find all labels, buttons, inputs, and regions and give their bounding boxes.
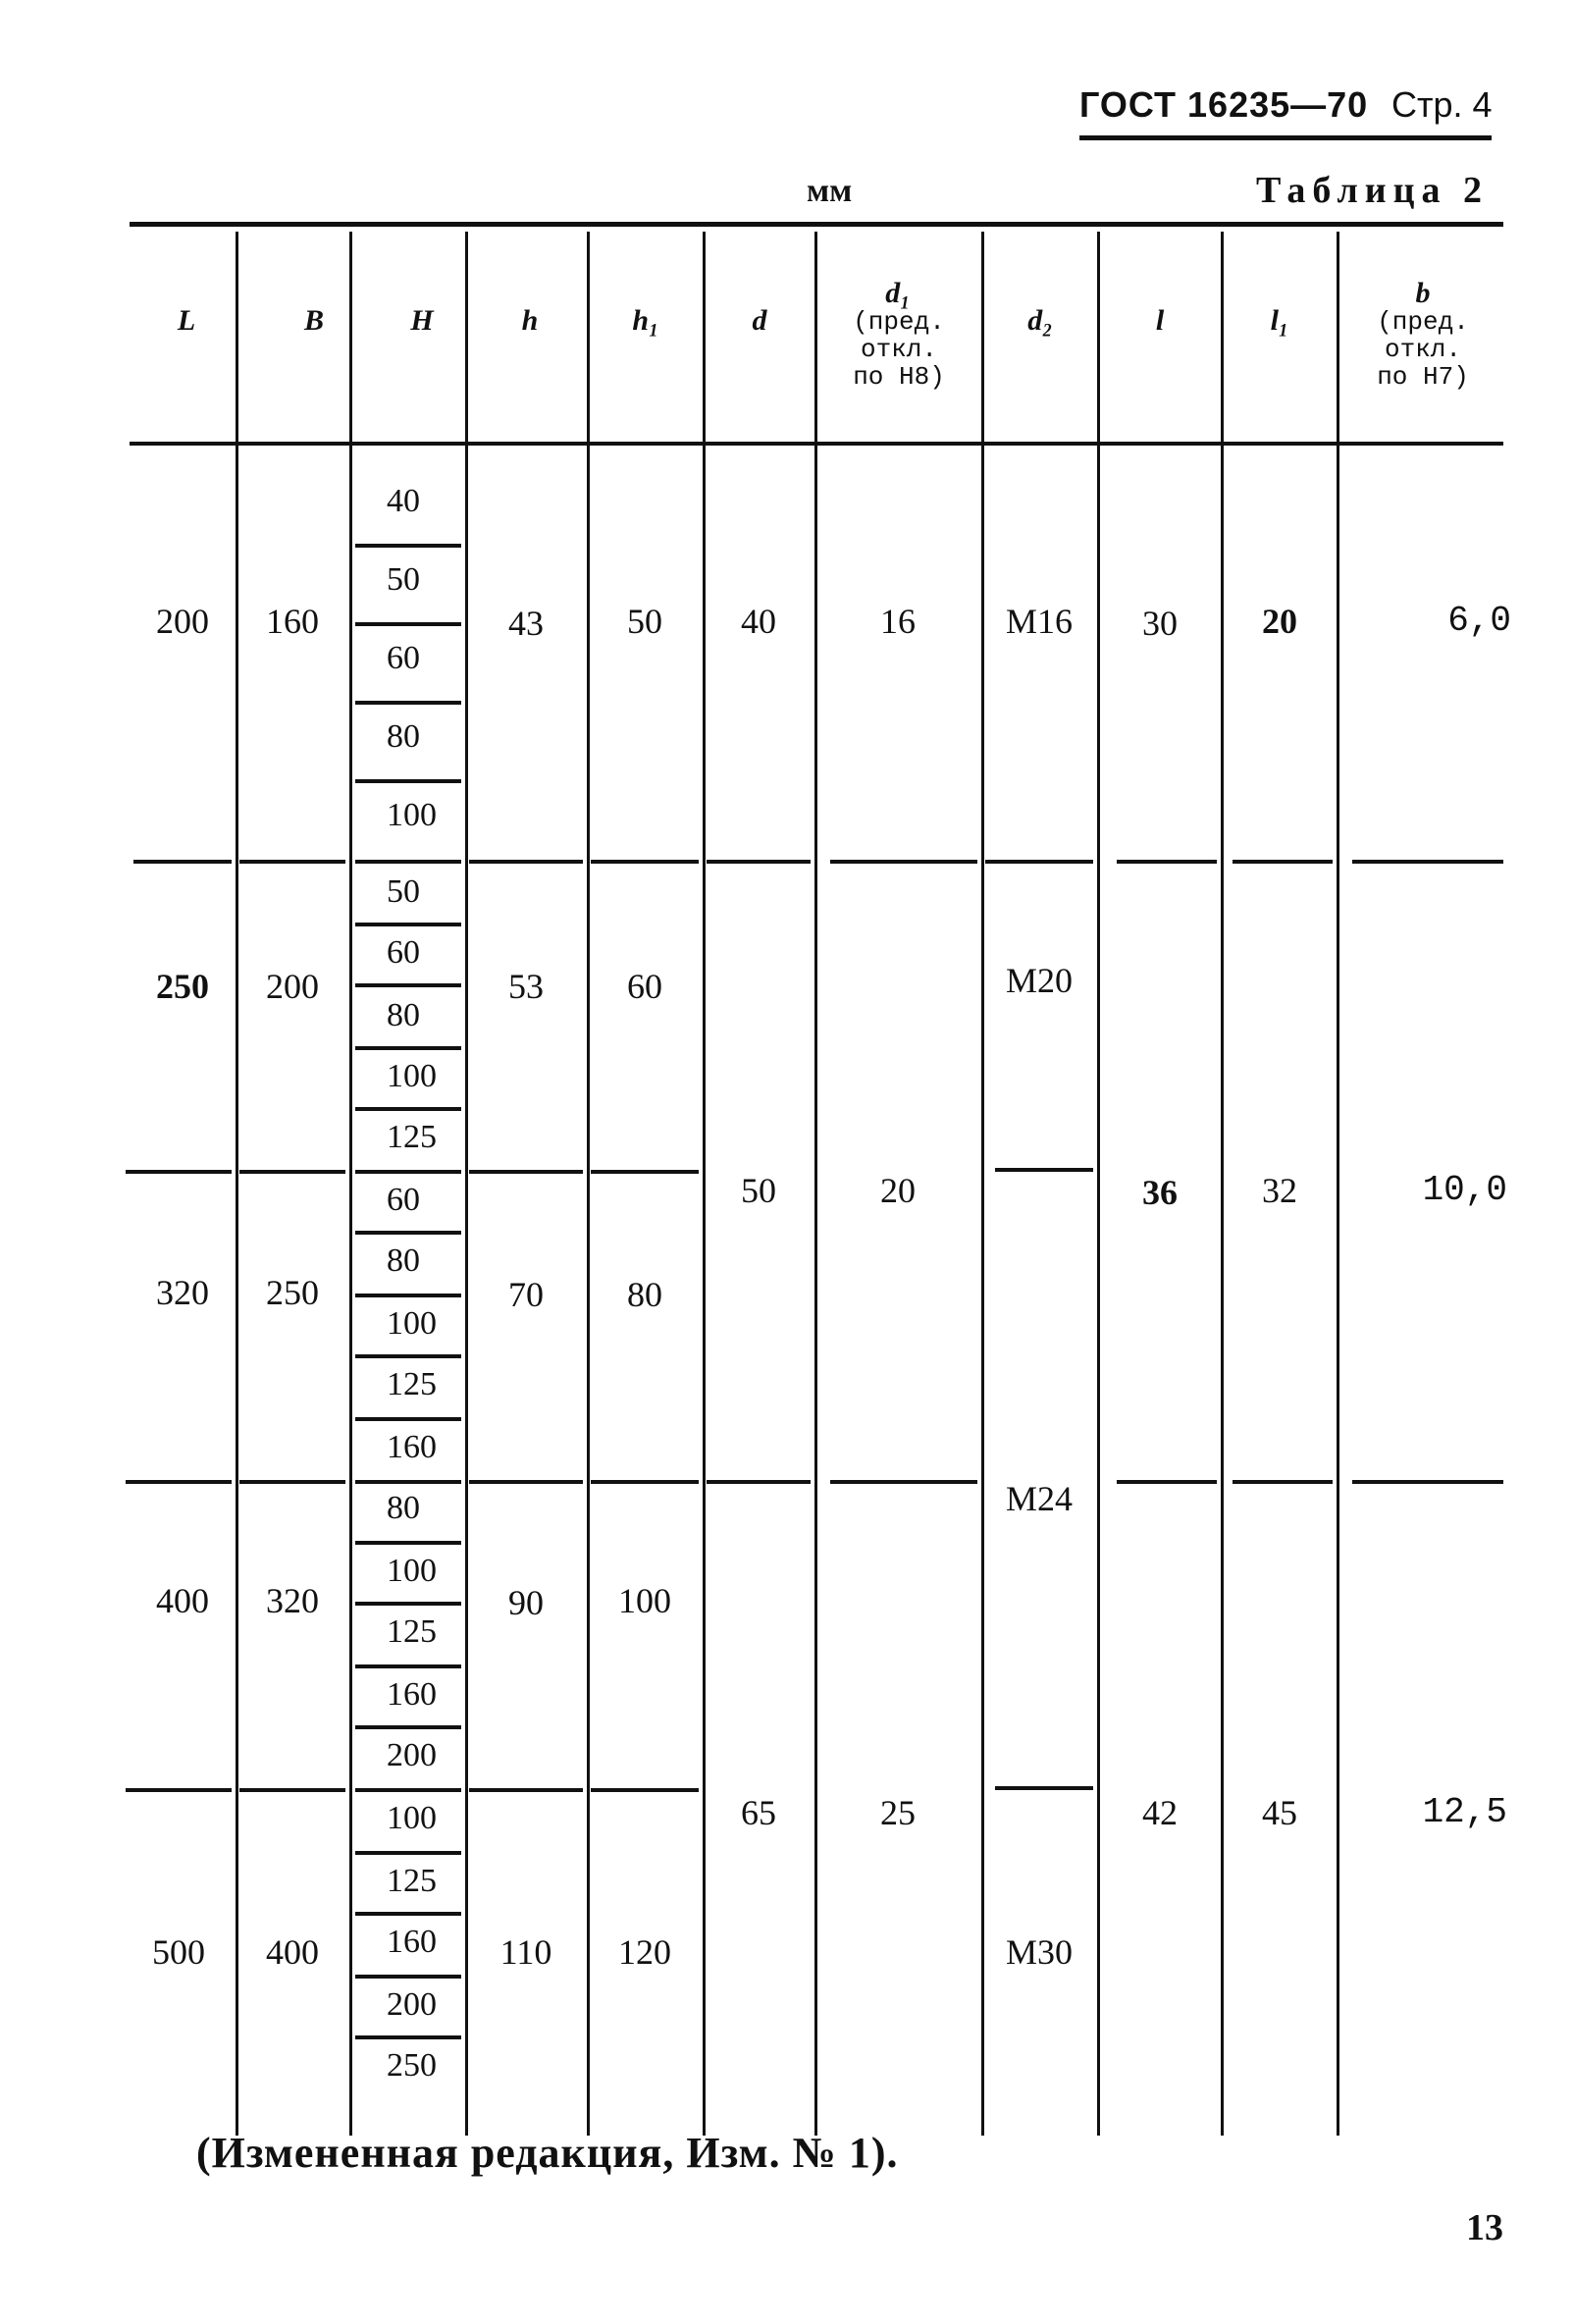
cell-l: 42 <box>1142 1793 1178 1832</box>
col-sep <box>1337 232 1339 2136</box>
h-sub-rule <box>355 1725 461 1729</box>
row-sep <box>126 1480 232 1484</box>
h-sub-rule <box>355 1975 461 1979</box>
header-l1: l₁ <box>1270 304 1289 337</box>
row-sep <box>239 1170 345 1174</box>
cell-d: 40 <box>741 602 776 641</box>
table-title: Таблица 2 <box>1256 170 1490 211</box>
h-sub-rule <box>355 1170 461 1174</box>
h-sub-rule <box>355 779 461 783</box>
h-sub-rule <box>355 1231 461 1235</box>
cell-d: 65 <box>741 1793 776 1832</box>
cell-H: 100 <box>387 797 437 833</box>
cell-H: 100 <box>387 1058 437 1094</box>
row-sep <box>591 1788 699 1792</box>
cell-H: 125 <box>387 1613 437 1650</box>
cell-h: 53 <box>508 967 544 1006</box>
cell-d1: 16 <box>880 602 916 641</box>
header-d1: d₁ <box>885 277 911 309</box>
cell-l1: 20 <box>1262 602 1297 641</box>
h-sub-rule <box>355 1541 461 1545</box>
cell-H: 160 <box>387 1429 437 1465</box>
col-sep <box>703 232 706 2136</box>
row-sep <box>469 860 583 864</box>
cell-b: 10,0 <box>1422 1170 1507 1210</box>
page-label: Стр. 4 <box>1391 84 1493 125</box>
header-L: L <box>177 304 196 337</box>
cell-l1: 45 <box>1262 1793 1297 1832</box>
row-sep <box>1117 860 1217 864</box>
row-sep <box>1233 1480 1333 1484</box>
header-H: H <box>410 304 434 337</box>
cell-d2: M16 <box>1005 602 1073 641</box>
col-sep <box>236 232 238 2136</box>
cell-h: 110 <box>499 1932 552 1972</box>
cell-H: 100 <box>387 1800 437 1836</box>
cell-H: 40 <box>387 483 420 519</box>
cell-b: 6,0 <box>1447 601 1511 641</box>
row-sep <box>995 1168 1093 1172</box>
cell-h1: 120 <box>618 1932 671 1972</box>
cell-H: 80 <box>387 718 420 755</box>
row-sep <box>239 1788 345 1792</box>
cell-d2: M24 <box>1005 1479 1073 1518</box>
cell-L: 200 <box>156 602 209 641</box>
cell-d2: M30 <box>1005 1932 1073 1972</box>
cell-h1: 100 <box>618 1581 671 1620</box>
units-label: мм <box>807 173 853 209</box>
cell-d: 50 <box>741 1171 776 1210</box>
h-sub-rule <box>355 1417 461 1421</box>
cell-d2: M20 <box>1005 961 1073 1000</box>
cell-H: 80 <box>387 1242 420 1279</box>
cell-l: 36 <box>1142 1173 1178 1212</box>
cell-l1: 32 <box>1262 1171 1297 1210</box>
row-sep <box>1352 1480 1503 1484</box>
cell-L: 500 <box>152 1932 205 1972</box>
h-sub-rule <box>355 860 461 864</box>
header-d2: d₂ <box>1027 304 1053 337</box>
h-sub-rule <box>355 544 461 548</box>
col-sep <box>981 232 984 2136</box>
cell-H: 60 <box>387 1182 420 1218</box>
h-sub-rule <box>355 2035 461 2039</box>
cell-B: 160 <box>266 602 319 641</box>
h-sub-rule <box>355 1354 461 1358</box>
h-sub-rule <box>355 622 461 626</box>
h-sub-rule <box>355 1664 461 1668</box>
standard-designation: ГОСТ 16235—70 <box>1079 84 1369 125</box>
table-top-rule <box>130 222 1503 227</box>
row-sep <box>239 860 345 864</box>
h-sub-rule <box>355 1480 461 1484</box>
row-sep <box>126 1788 232 1792</box>
row-sep <box>239 1480 345 1484</box>
col-sep <box>349 232 352 2136</box>
header-b: b <box>1415 277 1431 309</box>
header-B: B <box>303 304 324 337</box>
col-sep <box>1097 232 1100 2136</box>
h-sub-rule <box>355 1294 461 1297</box>
cell-d1: 20 <box>880 1171 916 1210</box>
cell-H: 200 <box>387 1986 437 2023</box>
cell-H: 125 <box>387 1366 437 1402</box>
page-number: 13 <box>1466 2207 1503 2248</box>
h-sub-rule <box>355 701 461 705</box>
cell-B: 320 <box>266 1581 319 1620</box>
row-sep <box>995 1786 1093 1790</box>
row-sep <box>830 860 977 864</box>
header-d: d <box>752 304 767 337</box>
cell-L: 400 <box>156 1581 209 1620</box>
row-sep <box>1117 1480 1217 1484</box>
header-l: l <box>1155 304 1165 337</box>
col-sep <box>814 232 817 2136</box>
h-sub-rule <box>355 1602 461 1606</box>
cell-L: 250 <box>156 967 209 1006</box>
row-sep <box>469 1480 583 1484</box>
header-d1-note: (пред. откл. по H8) <box>853 307 945 392</box>
row-sep <box>591 1170 699 1174</box>
row-sep <box>707 1480 811 1484</box>
cell-H: 160 <box>387 1676 437 1713</box>
h-sub-rule <box>355 1851 461 1855</box>
row-sep <box>591 860 699 864</box>
row-sep <box>1352 860 1503 864</box>
cell-H: 200 <box>387 1737 437 1773</box>
col-sep <box>587 232 590 2136</box>
cell-h1: 60 <box>627 967 662 1006</box>
cell-H: 80 <box>387 1490 420 1526</box>
h-sub-rule <box>355 923 461 926</box>
cell-H: 160 <box>387 1924 437 1960</box>
cell-b: 12,5 <box>1422 1792 1507 1832</box>
col-sep <box>1221 232 1224 2136</box>
cell-H: 250 <box>387 2047 437 2084</box>
row-sep <box>985 860 1093 864</box>
row-sep <box>469 1170 583 1174</box>
header-rule <box>1079 135 1492 140</box>
cell-h1: 50 <box>627 602 662 641</box>
cell-H: 80 <box>387 997 420 1033</box>
cell-L: 320 <box>156 1273 209 1312</box>
row-sep <box>126 1170 232 1174</box>
cell-h: 70 <box>508 1275 544 1314</box>
row-sep <box>830 1480 977 1484</box>
header-b-note: (пред. откл. по H7) <box>1377 307 1469 392</box>
cell-l: 30 <box>1142 604 1178 643</box>
cell-h: 90 <box>508 1583 544 1622</box>
col-sep <box>465 232 468 2136</box>
h-sub-rule <box>355 1046 461 1050</box>
h-sub-rule <box>355 1107 461 1111</box>
cell-H: 100 <box>387 1553 437 1589</box>
row-sep <box>591 1480 699 1484</box>
row-sep <box>469 1788 583 1792</box>
header-h: h <box>521 304 539 337</box>
h-sub-rule <box>355 983 461 987</box>
h-sub-rule <box>355 1912 461 1916</box>
header-h1: h₁ <box>632 304 659 337</box>
cell-H: 125 <box>387 1119 437 1155</box>
cell-B: 200 <box>266 967 319 1006</box>
row-sep <box>707 860 811 864</box>
cell-H: 125 <box>387 1863 437 1899</box>
h-sub-rule <box>355 1788 461 1792</box>
amendment-note: (Измененная редакция, Изм. № 1). <box>196 2129 899 2177</box>
cell-h1: 80 <box>627 1275 662 1314</box>
cell-H: 50 <box>387 561 420 598</box>
row-sep <box>1233 860 1333 864</box>
cell-H: 60 <box>387 640 420 676</box>
cell-d1: 25 <box>880 1793 916 1832</box>
cell-h: 43 <box>508 604 544 643</box>
cell-H: 50 <box>387 873 420 910</box>
cell-H: 100 <box>387 1305 437 1342</box>
cell-B: 250 <box>266 1273 319 1312</box>
cell-H: 60 <box>387 934 420 971</box>
cell-B: 400 <box>266 1932 319 1972</box>
row-sep <box>133 860 232 864</box>
